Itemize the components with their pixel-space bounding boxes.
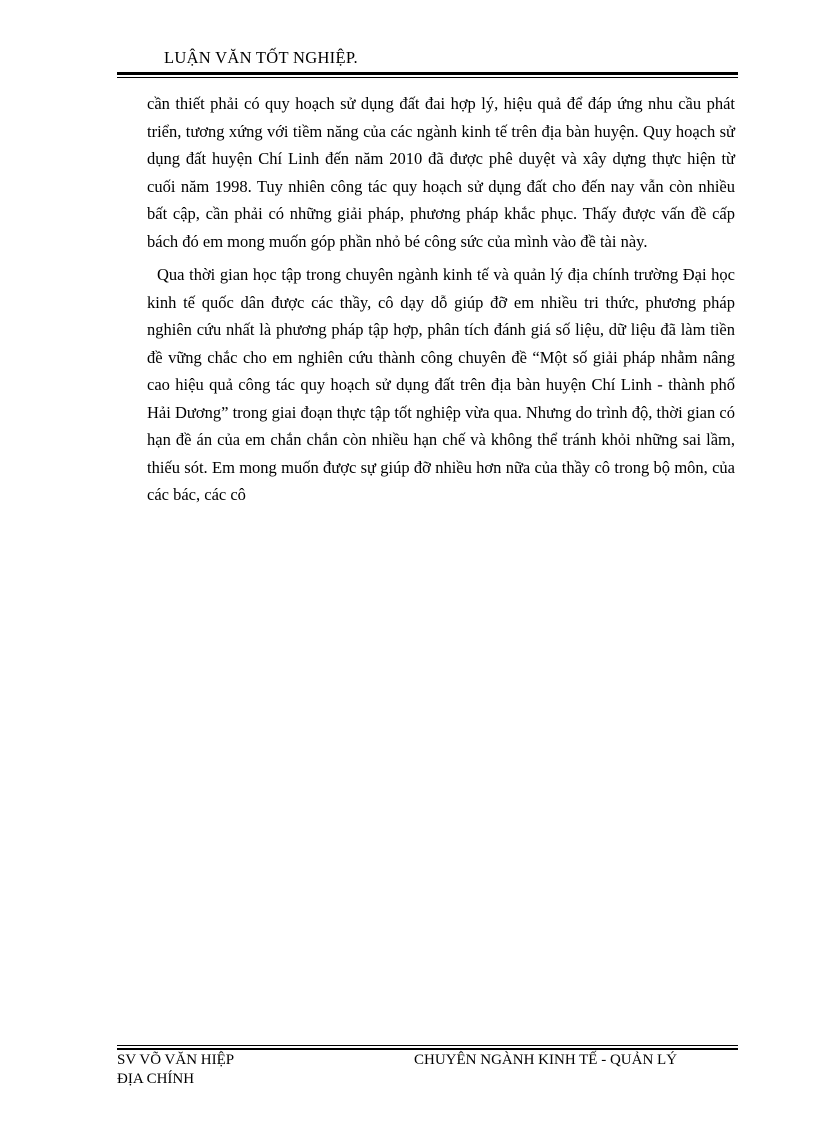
footer-author-dept: ĐỊA CHÍNH: [117, 1071, 195, 1087]
footer-author-name: SV VÕ VĂN HIỆP: [117, 1052, 235, 1068]
paragraph-1: cần thiết phải có quy hoạch sử dụng đất đai hợp lý, hiệu quả để đáp ứng nhu cầu phát triển, tương xứng với tiềm năng của các ngành kinh tế trên địa bàn huyện. Quy hoạch sử dụng đất huyện Chí Linh đến năm 2010 đã được phê duyệt và xây dựng thực hiện từ cuối năm 1998. Tuy nhiên công tác quy hoạch sử dụng đất cho đến nay vẫn còn nhiều bất cập, cần phải có những giải pháp, phương pháp khắc phục. Thấy được vấn đề cấp bách đó em mong muốn góp phần nhỏ bé công sức của mình vào đề tài này.: [147, 94, 735, 251]
paragraph-2: Qua thời gian học tập trong chuyên ngành kinh tế và quản lý địa chính trường Đại học kinh tế quốc dân được các thầy, cô dạy dỗ giúp đỡ em nhiều tri thức, phương pháp nghiên cứu nhất là phương pháp tập hợp, phân tích đánh giá số liệu, dữ liệu đã làm tiền đề vững chắc cho em nghiên cứu thành công chuyên đề “Một số giải pháp nhằm nâng cao hiệu quả công tác quy hoạch sử dụng đất trên địa bàn huyện Chí Linh - thành phố Hải Dương” trong giai đoạn thực tập tốt nghiệp vừa qua. Nhưng do trình độ, thời gian có hạn đề án của em chắn chắn còn nhiều hạn chế và không thể tránh khỏi những sai lầm, thiếu sót. Em mong muốn được sự giúp đỡ nhiều hơn nữa của thầy cô trong bộ môn, của các bác, các cô: [147, 265, 735, 504]
footer-rule-thin: [117, 1045, 738, 1046]
footer-rule-thick: [117, 1048, 738, 1050]
body-text: [147, 90, 735, 509]
header-title: LUẬN VĂN TỐT NGHIỆP.: [164, 48, 358, 67]
header-rule-thick: [117, 72, 738, 75]
header-rule-thin: [117, 77, 738, 78]
footer-author: [117, 1051, 234, 1089]
footer-major: CHUYÊN NGÀNH KINH TẾ - QUẢN LÝ: [414, 1052, 678, 1068]
